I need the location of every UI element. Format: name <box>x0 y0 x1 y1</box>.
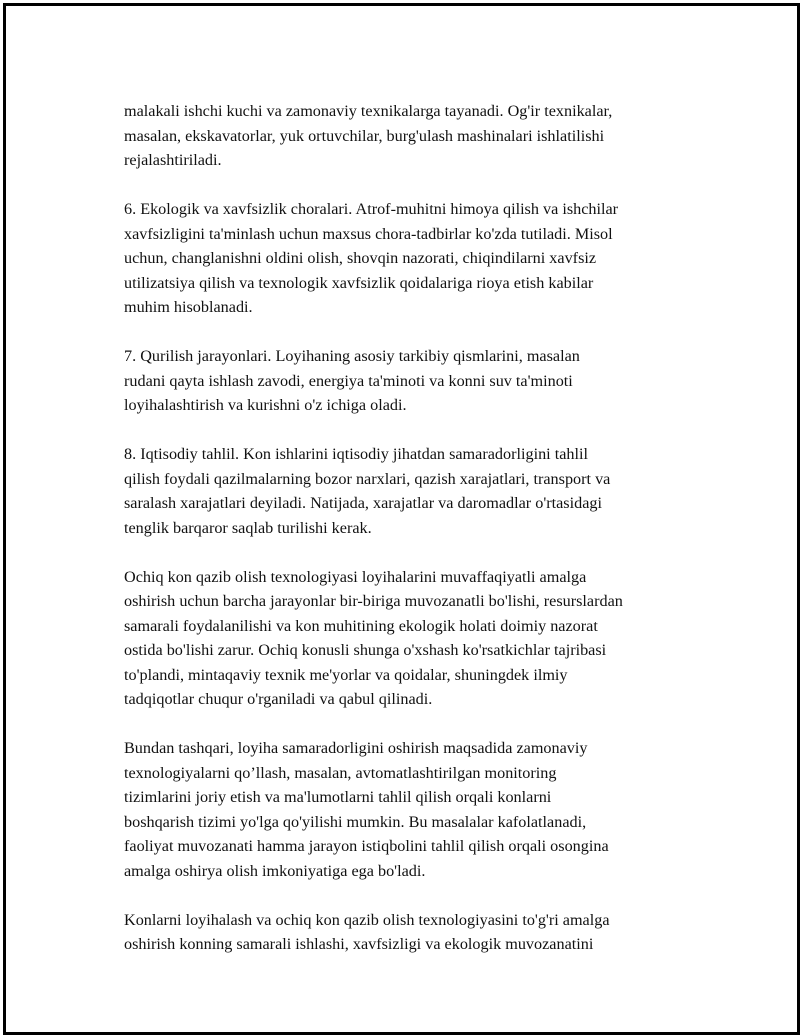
text-line: Konlarni loyihalash va ochiq kon qazib olish texnologiyasini to'g'ri amalga <box>124 910 610 929</box>
text-line: oshirish konning samarali ishlashi, xavfsizligi va ekologik muvozanatini <box>124 935 594 953</box>
text-line: faoliyat muvozanati hamma jarayon istiqbolini tahlil qilish orqali osongina <box>124 837 609 855</box>
text-line: 6. Ekologik va xavfsizlik choralari. Atrof-muhitni himoya qilish va ishchilar <box>124 200 619 218</box>
paragraph-modern-technologies <box>124 736 714 883</box>
text-line: samarali foydalanilishi va kon muhitining ekologik holati doimiy nazorat <box>124 616 598 635</box>
text-line: 7. Qurilish jarayonlari. Loyihaning asosiy tarkibiy qismlarini, masalan <box>124 347 580 365</box>
text-line: ostida bo'lishi zarur. Ochiq konusli shunga o'xshash ko'rsatkichlar tajribasi <box>124 641 607 659</box>
text-line: 8. Iqtisodiy tahlil. Kon ishlarini iqtisodiy jihatdan samaradorligini tahlil <box>124 445 588 463</box>
text-line: muhim hisoblanadi. <box>124 298 253 316</box>
text-line: amalga oshirya olish imkoniyatiga ega bo'ladi. <box>124 861 426 880</box>
text-line: tenglik barqaror saqlab turilishi kerak. <box>124 518 372 537</box>
text-line: utilizatsiya qilish va texnologik xavfsizlik qoidalariga rioya etish kabilar <box>124 273 594 292</box>
document-body <box>124 99 714 981</box>
page-border <box>3 3 800 1035</box>
paragraph-ecology-safety <box>124 197 714 320</box>
text-line: Ochiq kon qazib olish texnologiyasi loyihalarini muvaffaqiyatli amalga <box>124 567 587 586</box>
text-line: malakali ishchi kuchi va zamonaviy texnikalarga tayanadi. Og'ir texnikalar, <box>124 102 613 120</box>
paragraph-conclusion <box>124 908 714 957</box>
text-line: rejalashtiriladi. <box>124 151 222 169</box>
text-line: xavfsizligini ta'minlash uchun maxsus chora-tadbirlar ko'zda tutiladi. Misol <box>124 224 613 243</box>
text-line: Bundan tashqari, loyiha samaradorligini oshirish maqsadida zamonaviy <box>124 739 588 757</box>
text-line: loyihalashtirish va kurishni o'z ichiga oladi. <box>124 396 407 414</box>
text-line: boshqarish tizimi yo'lga qo'yilishi mumkin. Bu masalalar kafolatlanadi, <box>124 812 587 831</box>
text-line: tadqiqotlar chuqur o'rganiladi va qabul qilinadi. <box>124 690 433 708</box>
text-line: tizimlarini joriy etish va ma'lumotlarni tahlil qilish orqali konlarni <box>124 788 552 806</box>
text-line: rudani qayta ishlash zavodi, energiya ta'minoti va konni suv ta'minoti <box>124 371 573 390</box>
paragraph-intro-continuation <box>124 99 714 173</box>
text-line: oshirish uchun barcha jarayonlar bir-biriga muvozanatli bo'lishi, resurslardan <box>124 592 623 610</box>
text-line: to'plandi, mintaqaviy texnik me'yorlar va qoidalar, shuningdek ilmiy <box>124 665 568 684</box>
paragraph-open-pit-technology <box>124 565 714 712</box>
text-line: masalan, ekskavatorlar, yuk ortuvchilar, burg'ulash mashinalari ishlatilishi <box>124 126 605 145</box>
text-line: uchun, changlanishni oldini olish, shovqin nazorati, chiqindilarni xavfsiz <box>124 249 597 267</box>
text-line: texnologiyalarni qo’llash, masalan, avtomatlashtirilgan monitoring <box>124 763 557 782</box>
text-line: qilish foydali qazilmalarning bozor narxlari, qazish xarajatlari, transport va <box>124 469 611 488</box>
paragraph-economic-analysis <box>124 442 714 540</box>
paragraph-construction <box>124 344 714 418</box>
text-line: saralash xarajatlari deyiladi. Natijada, xarajatlar va daromadlar o'rtasidagi <box>124 494 602 512</box>
